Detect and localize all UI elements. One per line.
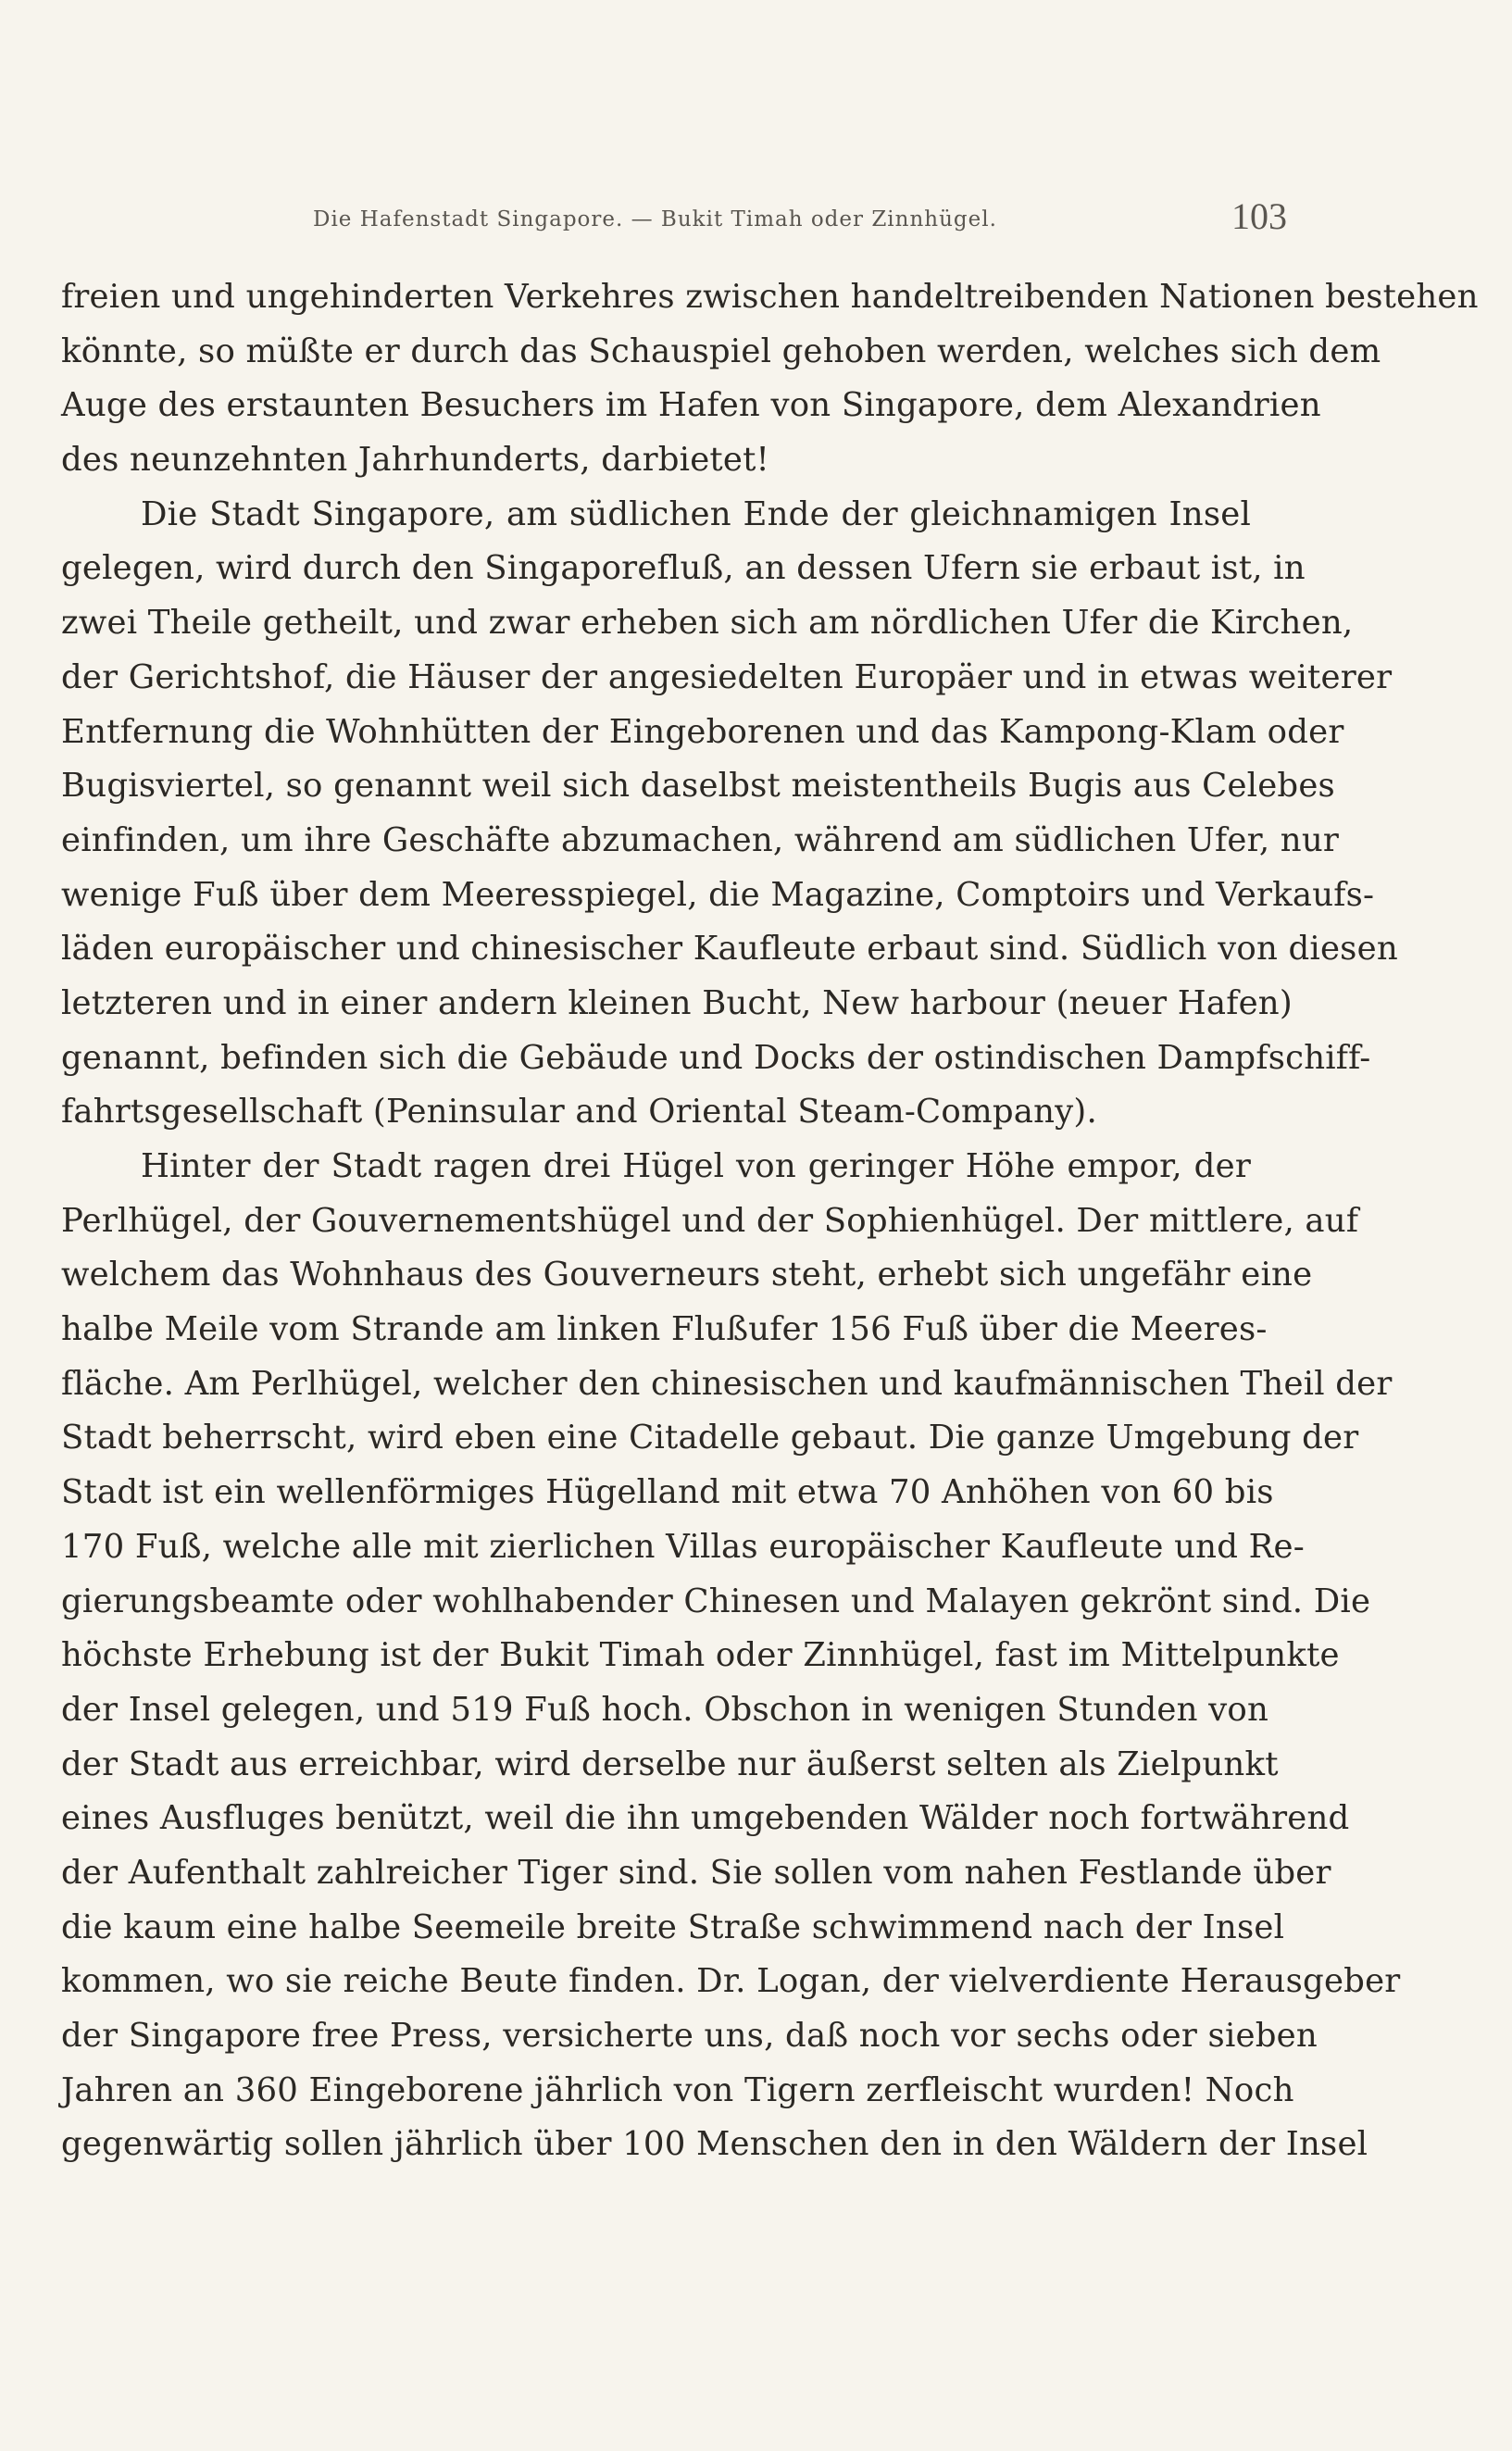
text-line: der Singapore free Press, versicherte uns, daß noch vor sechs oder sieben — [61, 2017, 1318, 2055]
text-line: der Stadt aus erreichbar, wird derselbe nur äußerst selten als Zielpunkt — [61, 1744, 1279, 1783]
text-line: des neunzehnten Jahrhunderts, darbietet! — [61, 441, 770, 480]
text-line: Entfernung die Wohnhütten der Eingeborenen und das Kampong-Klam oder — [61, 712, 1344, 751]
text-line: Stadt beherrscht, wird eben eine Citadelle gebaut. Die ganze Umgebung der — [61, 1419, 1359, 1457]
text-line: Jahren an 360 Eingeborene jährlich von Tigern zerfleischt wurden! Noch — [61, 2070, 1294, 2109]
text-line: kommen, wo sie reiche Beute finden. Dr. Logan, der vielverdiente Herausgeber — [61, 1962, 1401, 2001]
text-line: Hinter der Stadt ragen drei Hügel von geringer Höhe empor, der — [141, 1147, 1251, 1185]
text-line: der Gerichtshof, die Häuser der angesiedelten Europäer und in etwas weiterer — [61, 657, 1393, 696]
text-line: gelegen, wird durch den Singaporefluß, an dessen Ufern sie erbaut ist, in — [61, 549, 1306, 588]
text-line: Die Stadt Singapore, am südlichen Ende der gleichnamigen Insel — [141, 494, 1251, 533]
text-line: eines Ausfluges benützt, weil die ihn umgebenden Wälder noch fortwährend — [61, 1799, 1350, 1838]
page-number: 103 — [1231, 195, 1287, 237]
text-line: welchem das Wohnhaus des Gouverneurs steht, erhebt sich ungefähr eine — [61, 1256, 1313, 1294]
text-line: Auge des erstaunten Besuchers im Hafen von Singapore, dem Alexandrien — [61, 386, 1321, 425]
text-line: letzteren und in einer andern kleinen Bucht, New harbour (neuer Hafen) — [61, 983, 1293, 1022]
text-line: zwei Theile getheilt, und zwar erheben sich am nördlichen Ufer die Kirchen, — [61, 604, 1354, 643]
text-line: Stadt ist ein wellenförmiges Hügelland mit etwa 70 Anhöhen von 60 bis — [61, 1473, 1274, 1512]
running-head — [313, 194, 1287, 241]
text-line: könnte, so müßte er durch das Schauspiel gehoben werden, welches sich dem — [61, 331, 1381, 370]
text-line: 170 Fuß, welche alle mit zierlichen Villas europäischer Kaufleute und Re- — [61, 1527, 1305, 1566]
text-line: läden europäischer und chinesischer Kaufleute erbaut sind. Südlich von diesen — [61, 930, 1398, 969]
text-line: der Aufenthalt zahlreicher Tiger sind. Sie sollen vom nahen Festlande über — [61, 1853, 1331, 1892]
text-line: Perlhügel, der Gouvernementshügel und der Sophienhügel. Der mittlere, auf — [61, 1201, 1359, 1240]
text-line: fläche. Am Perlhügel, welcher den chinesischen und kaufmännischen Theil der — [61, 1364, 1393, 1403]
text-line: gierungsbeamte oder wohlhabender Chinesen und Malayen gekrönt sind. Die — [61, 1582, 1371, 1620]
body-text — [61, 270, 1479, 2172]
text-line: fahrtsgesellschaft (Peninsular and Oriental Steam-Company). — [61, 1093, 1097, 1132]
running-head-title: Die Hafenstadt Singapore. — Bukit Timah oder Zinnhügel. — [313, 207, 997, 231]
text-line: der Insel gelegen, und 519 Fuß hoch. Obschon in wenigen Stunden von — [61, 1690, 1269, 1729]
text-line: halbe Meile vom Strande am linken Flußufer 156 Fuß über die Meeres- — [61, 1310, 1268, 1349]
text-line: gegenwärtig sollen jährlich über 100 Menschen den in den Wäldern der Insel — [61, 2125, 1368, 2164]
text-line: genannt, befinden sich die Gebäude und Docks der ostindischen Dampfschiff- — [61, 1038, 1371, 1077]
text-line: einfinden, um ihre Geschäfte abzumachen, während am südlichen Ufer, nur — [61, 820, 1340, 859]
text-line: freien und ungehinderten Verkehres zwischen handeltreibenden Nationen bestehen — [61, 278, 1479, 316]
text-line: höchste Erhebung ist der Bukit Timah oder Zinnhügel, fast im Mittelpunkte — [61, 1636, 1340, 1675]
text-line: die kaum eine halbe Seemeile breite Straße schwimmend nach der Insel — [61, 1907, 1285, 1946]
text-line: wenige Fuß über dem Meeresspiegel, die Magazine, Comptoirs und Verkaufs- — [61, 875, 1375, 914]
text-line: Bugisviertel, so genannt weil sich daselbst meistentheils Bugis aus Celebes — [61, 767, 1335, 806]
